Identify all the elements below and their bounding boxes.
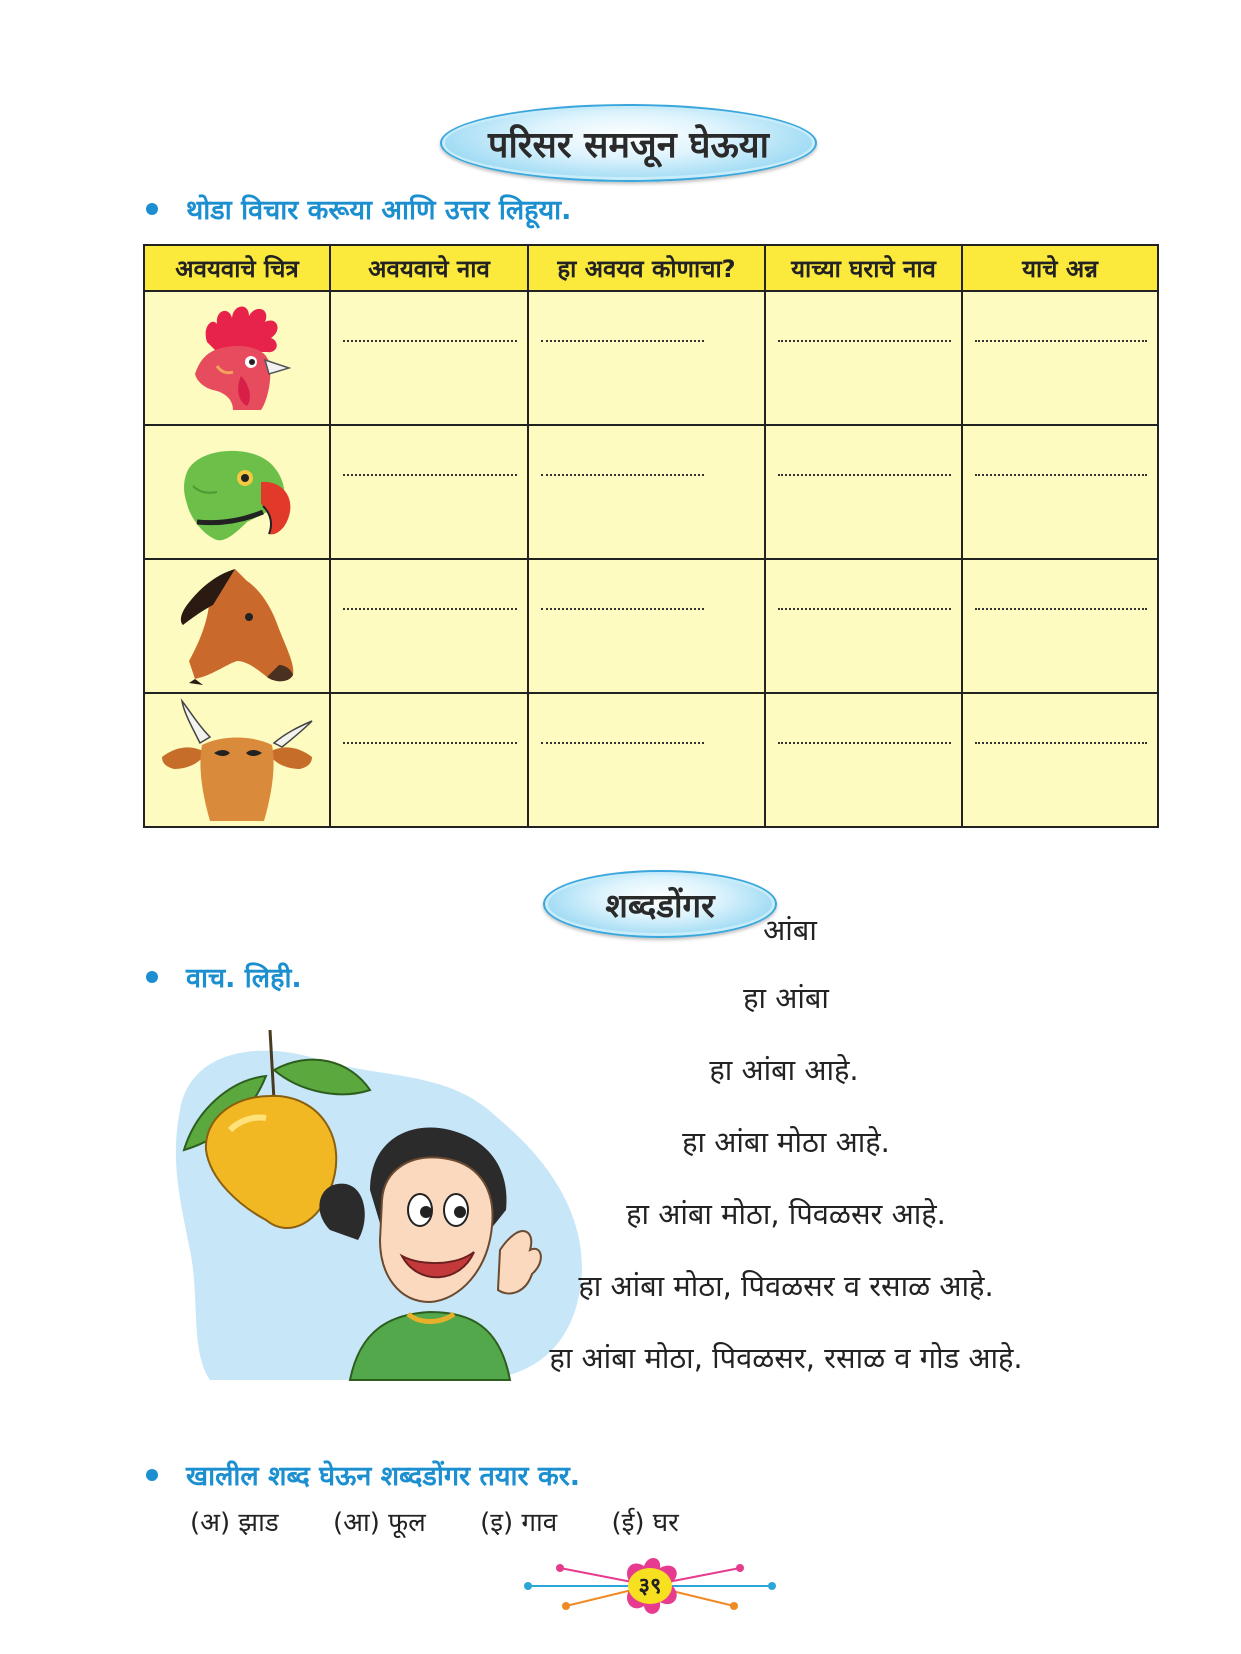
- answer-cell[interactable]: [765, 425, 962, 559]
- ladder-line: हा आंबा मोठा, पिवळसर व रसाळ आहे.: [578, 1269, 994, 1303]
- instruction-text: खालील शब्द घेऊन शब्दडोंगर तयार कर.: [186, 1461, 580, 1492]
- table-header: अवयवाचे नाव: [330, 245, 528, 291]
- page-number: ३९: [638, 1574, 662, 1599]
- image-cell: [144, 693, 330, 827]
- instruction-line: [146, 190, 571, 227]
- dotted-line: [778, 340, 951, 342]
- instruction-line: [146, 958, 302, 995]
- dotted-line: [975, 474, 1147, 476]
- answer-cell[interactable]: [330, 559, 528, 693]
- answer-cell[interactable]: [528, 291, 765, 425]
- answer-cell[interactable]: [330, 425, 528, 559]
- dotted-line: [778, 608, 951, 610]
- table-header: अवयवाचे चित्र: [144, 245, 330, 291]
- option-item: (अ) झाड: [190, 1508, 279, 1538]
- table-header: हा अवयव कोणाचा?: [528, 245, 765, 291]
- table-row: [144, 559, 1158, 693]
- cow-head-icon: [152, 697, 322, 823]
- ladder-line: आंबा: [763, 913, 817, 947]
- instruction-text: वाच. लिही.: [186, 963, 302, 994]
- option-item: (इ) गाव: [480, 1508, 558, 1538]
- ladder-line: हा आंबा मोठा, पिवळसर, रसाळ व गोड आहे.: [549, 1341, 1023, 1375]
- ladder-line: हा आंबा: [743, 981, 829, 1015]
- answer-cell[interactable]: [765, 559, 962, 693]
- table-row: [144, 693, 1158, 827]
- dotted-line: [541, 742, 704, 744]
- bullet-icon: [146, 203, 158, 215]
- dotted-line: [541, 340, 704, 342]
- answer-cell[interactable]: [765, 291, 962, 425]
- table-row: [144, 291, 1158, 425]
- dotted-line: [343, 608, 517, 610]
- ladder-line: हा आंबा मोठा, पिवळसर आहे.: [626, 1197, 946, 1231]
- answer-cell[interactable]: [962, 559, 1158, 693]
- image-cell: [144, 291, 330, 425]
- organ-table: [143, 244, 1159, 828]
- answer-cell[interactable]: [962, 291, 1158, 425]
- answer-cell[interactable]: [528, 559, 765, 693]
- dotted-line: [778, 742, 951, 744]
- mango-girl-illustration: [170, 1030, 590, 1410]
- dotted-line: [343, 340, 517, 342]
- table-header-row: [144, 245, 1158, 291]
- dotted-line: [975, 742, 1147, 744]
- section-title: शब्दडोंगर: [605, 885, 715, 925]
- dotted-line: [541, 608, 704, 610]
- dotted-line: [541, 474, 704, 476]
- table-header: याचे अन्न: [962, 245, 1158, 291]
- section-title-pill: [543, 870, 777, 938]
- dotted-line: [778, 474, 951, 476]
- ladder-line: हा आंबा मोठा आहे.: [682, 1125, 890, 1159]
- image-cell: [144, 559, 330, 693]
- table-header: याच्या घराचे नाव: [765, 245, 962, 291]
- horse-head-icon: [175, 565, 299, 687]
- section-title-pill: [440, 104, 817, 182]
- answer-cell[interactable]: [330, 693, 528, 827]
- rooster-head-icon: [177, 302, 297, 414]
- bullet-icon: [146, 1469, 158, 1481]
- ladder-line: हा आंबा आहे.: [709, 1053, 859, 1087]
- option-item: (ई) घर: [611, 1508, 679, 1538]
- dotted-line: [343, 474, 517, 476]
- option-item: (आ) फूल: [332, 1508, 426, 1538]
- answer-cell[interactable]: [330, 291, 528, 425]
- answer-cell[interactable]: [962, 693, 1158, 827]
- instruction-line: [146, 1456, 580, 1493]
- answer-cell[interactable]: [765, 693, 962, 827]
- dotted-line: [343, 742, 517, 744]
- answer-cell[interactable]: [528, 425, 765, 559]
- answer-cell[interactable]: [962, 425, 1158, 559]
- word-options: [190, 1503, 725, 1539]
- dotted-line: [975, 340, 1147, 342]
- bullet-icon: [146, 971, 158, 983]
- table-row: [144, 425, 1158, 559]
- answer-cell[interactable]: [528, 693, 765, 827]
- dotted-line: [975, 608, 1147, 610]
- parrot-head-icon: [177, 442, 297, 542]
- section-title: परिसर समजून घेऊया: [488, 124, 769, 166]
- instruction-text: थोडा विचार करूया आणि उत्तर लिहूया.: [186, 195, 572, 226]
- image-cell: [144, 425, 330, 559]
